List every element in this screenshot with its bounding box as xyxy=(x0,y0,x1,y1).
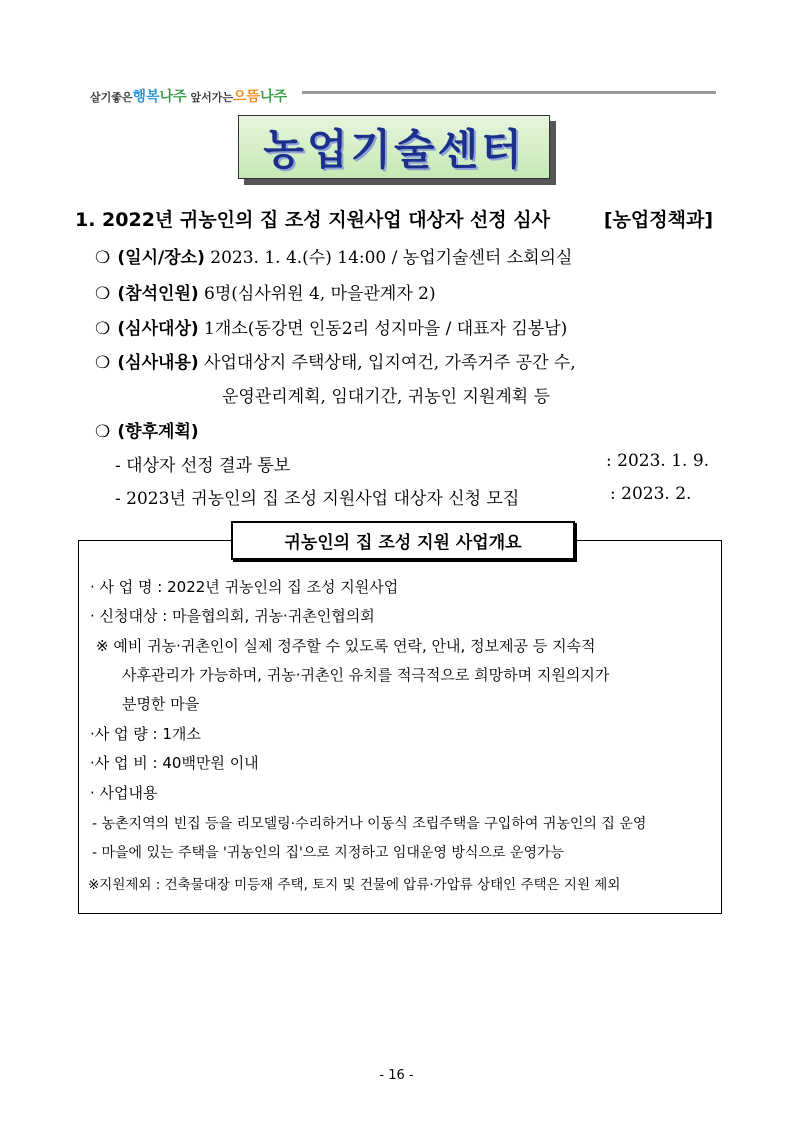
plan-date-1: : 2023. 1. 9. xyxy=(606,451,710,471)
plan-item-2: - 2023년 귀농인의 집 조성 지원사업 대상자 신청 모집 xyxy=(115,489,520,509)
item-text: 사업대상지 주택상태, 입지여건, 가족거주 공간 수, xyxy=(204,353,576,373)
bullet-circle-icon: ❍ xyxy=(95,319,111,339)
slogan-naju-2: 나주 xyxy=(260,89,288,105)
item-label: (심사내용) xyxy=(117,353,199,373)
overview-subline: - 마을에 있는 주택을 '귀농인의 집'으로 지정하고 임대운영 방식으로 운영가능 xyxy=(92,845,565,861)
overview-box-title: 귀농인의 집 조성 지원 사업개요 xyxy=(231,521,575,560)
overview-line: · 사업내용 xyxy=(90,784,158,802)
slogan-naju-1: 나주 xyxy=(159,89,187,105)
bullet-circle-icon: ❍ xyxy=(95,284,111,304)
overview-note: ※ 예비 귀농·귀촌인이 실제 정주할 수 있도록 연락, 안내, 정보제공 등 지속적 xyxy=(96,637,596,655)
item-label: (참석인원) xyxy=(117,284,199,304)
overview-line: · 사 업 명 : 2022년 귀농인의 집 조성 지원사업 xyxy=(90,578,399,596)
overview-note-cont: 분명한 마을 xyxy=(122,695,200,713)
slogan-best: 으뜸 xyxy=(233,89,261,105)
overview-exclusion: ※지원제외 : 건축물대장 미등재 주택, 토지 및 건물에 압류·가압류 상태인 주택은 지원 제외 xyxy=(88,877,621,893)
bullet-circle-icon: ❍ xyxy=(95,248,111,268)
section-heading: 1. 2022년 귀농인의 집 조성 지원사업 대상자 선정 심사 xyxy=(75,209,550,231)
plan-date-2: : 2023. 2. xyxy=(610,484,692,504)
plan-item-1: - 대상자 선정 결과 통보 xyxy=(115,456,291,476)
slogan-prefix: 살기좋은 xyxy=(90,91,133,104)
item-label: (향후계획) xyxy=(117,422,199,442)
overview-line: ·사 업 비 : 40백만원 이내 xyxy=(90,754,259,772)
item-schedule xyxy=(95,243,572,268)
header-divider xyxy=(302,91,716,94)
item-attendees xyxy=(95,279,436,304)
bullet-circle-icon: ❍ xyxy=(95,353,111,373)
item-plan xyxy=(95,417,199,442)
header-slogan xyxy=(90,86,287,106)
item-content-continued: 운영관리계획, 임대기간, 귀농인 지원계획 등 xyxy=(222,387,551,407)
bullet-circle-icon: ❍ xyxy=(95,422,111,442)
item-text: 6명(심사위원 4, 마을관계자 2) xyxy=(204,284,436,304)
page-title: 농업기술센터 xyxy=(263,125,525,174)
item-content xyxy=(95,348,576,373)
item-text: 2023. 1. 4.(수) 14:00 / 농업기술센터 소회의실 xyxy=(210,248,573,268)
title-box xyxy=(238,115,550,179)
slogan-mid: 앞서가는 xyxy=(190,91,233,104)
slogan-happy: 행복 xyxy=(132,89,160,105)
overview-line: ·사 업 량 : 1개소 xyxy=(90,725,201,743)
department-label: [농업정책과] xyxy=(603,209,713,231)
item-label: (심사대상) xyxy=(117,319,199,339)
page-number: - 16 - xyxy=(379,1068,414,1083)
item-text: 1개소(동강면 인동2리 성지마을 / 대표자 김봉남) xyxy=(204,319,568,339)
item-target xyxy=(95,314,567,339)
item-label: (일시/장소) xyxy=(117,248,205,268)
overview-line: · 신청대상 : 마을협의회, 귀농·귀촌인협의회 xyxy=(90,607,375,625)
overview-note-cont: 사후관리가 가능하며, 귀농·귀촌인 유치를 적극적으로 희망하며 지원의지가 xyxy=(122,666,610,684)
overview-subline: - 농촌지역의 빈집 등을 리모델링·수리하거나 이동식 조립주택을 구입하여 귀농인의 집 운영 xyxy=(92,816,647,832)
